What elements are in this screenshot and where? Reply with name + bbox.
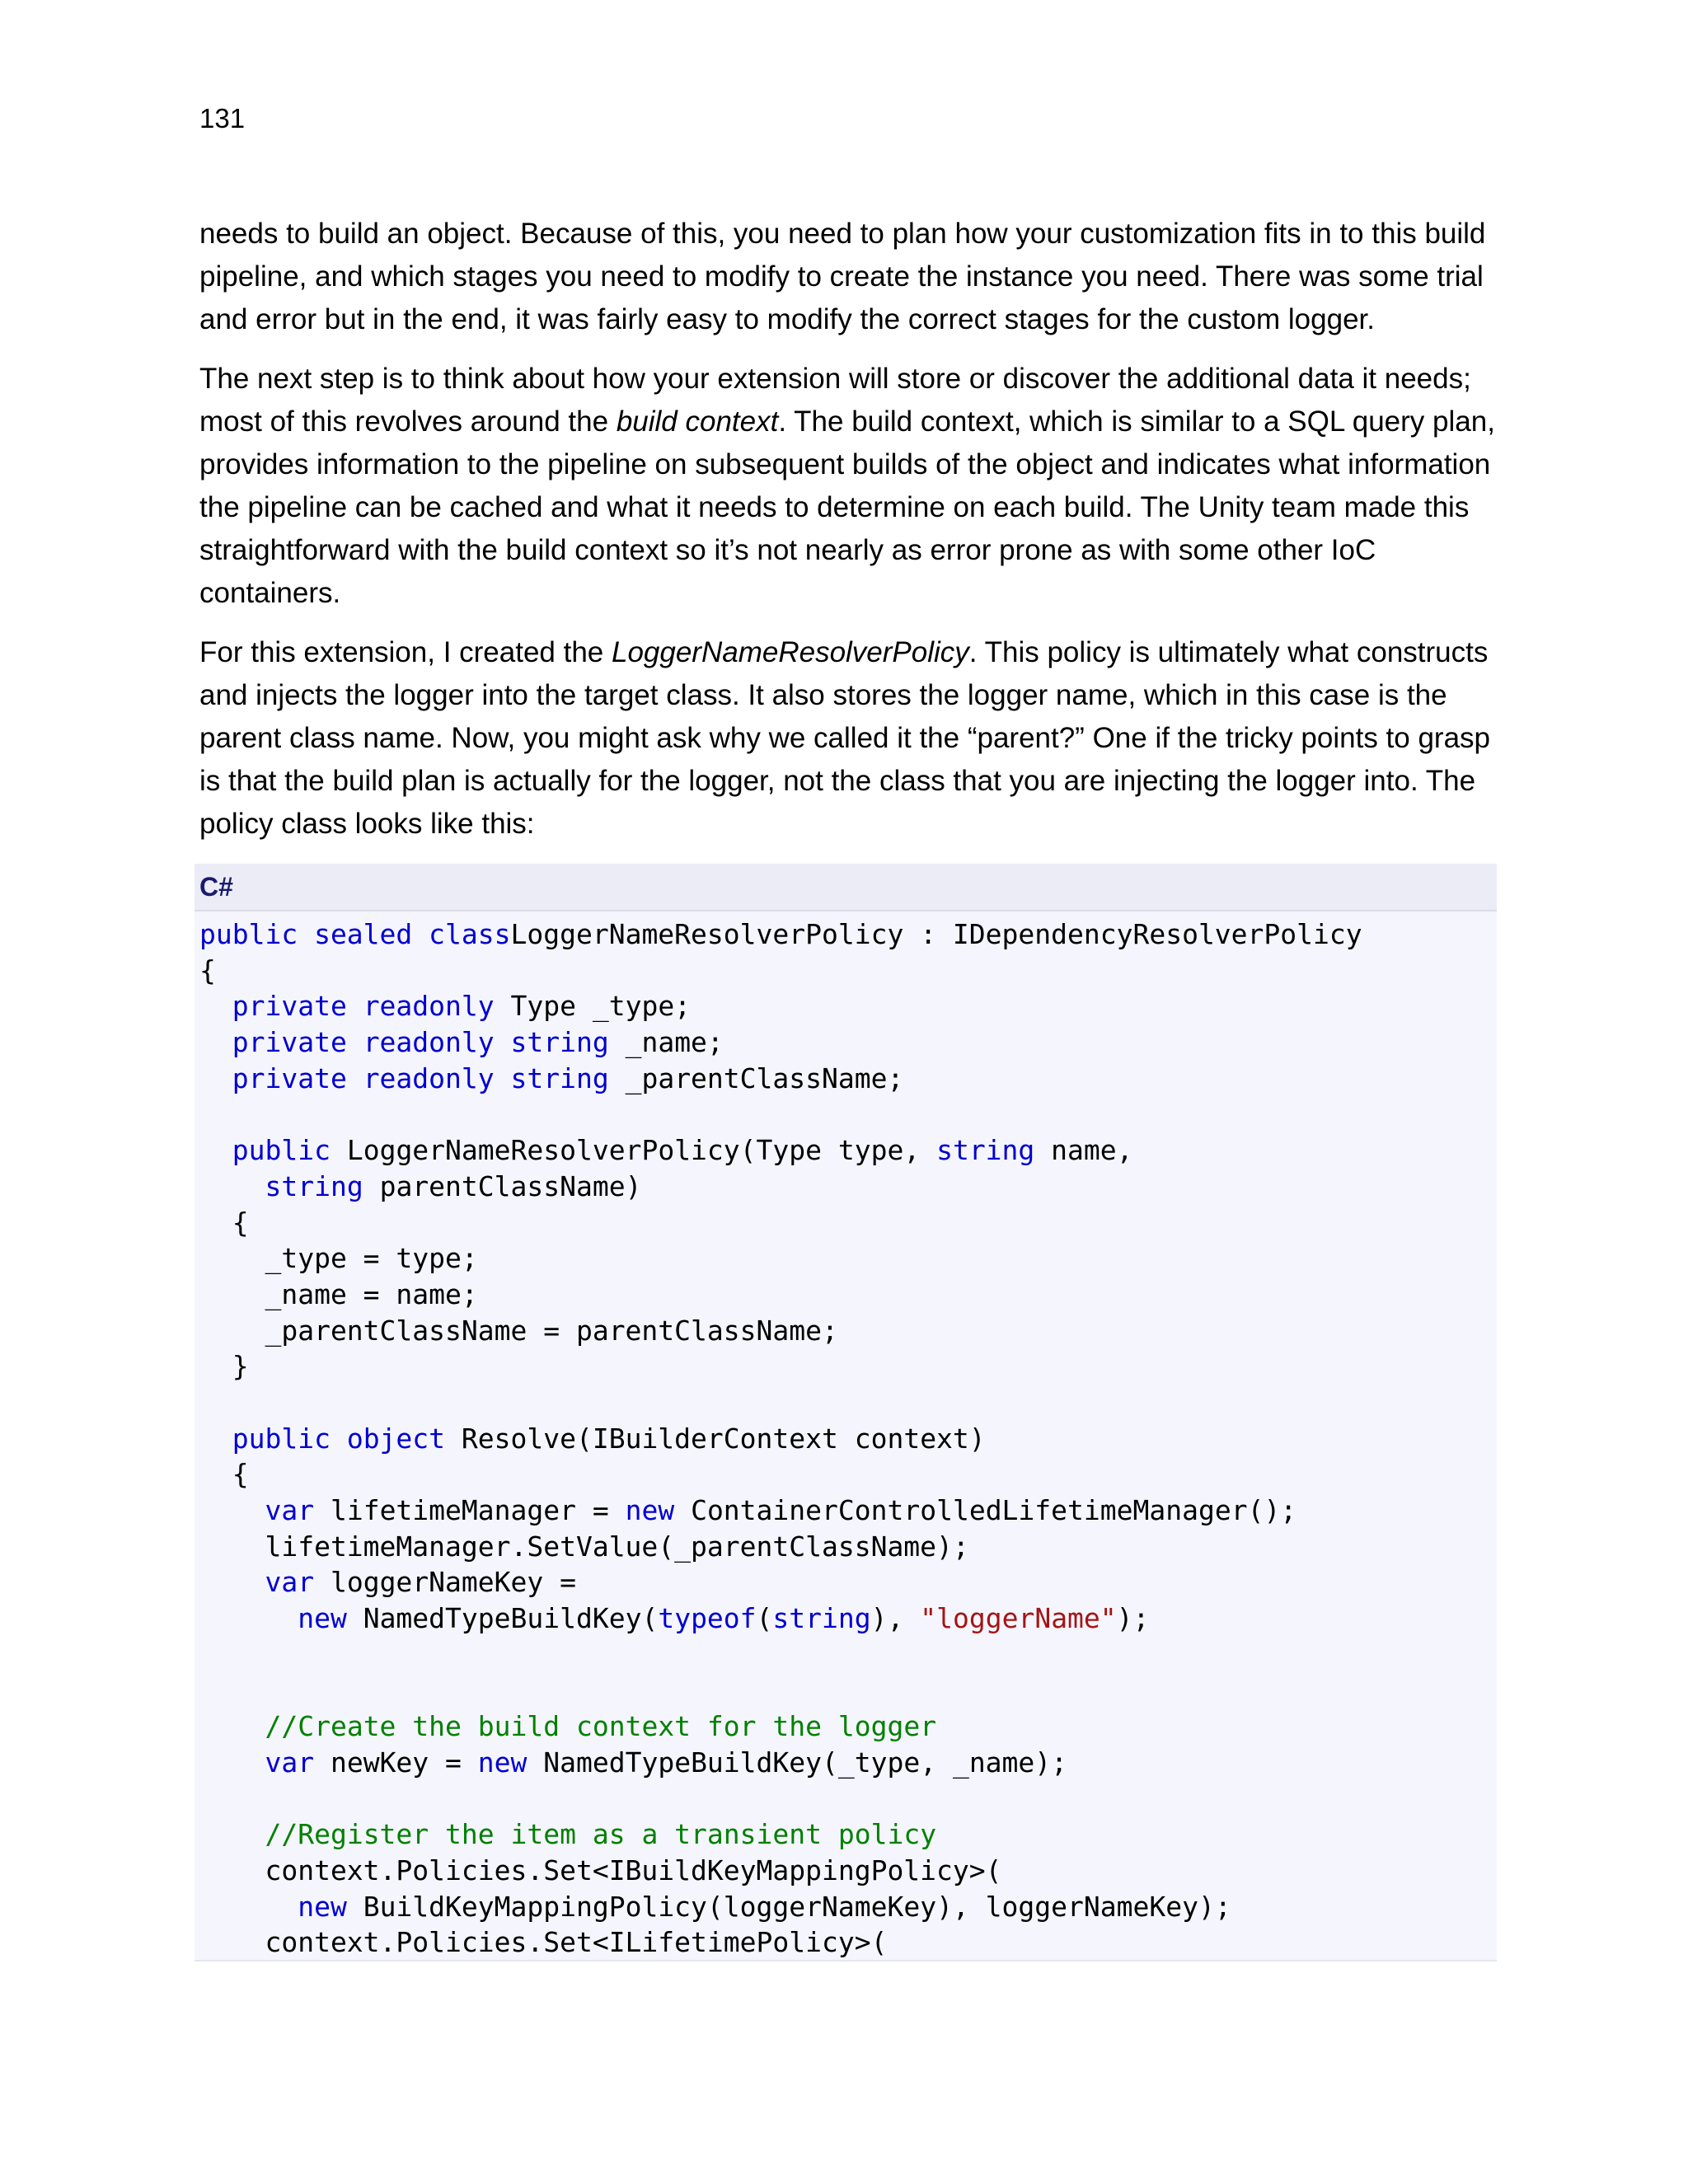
code-text: } [199,1350,249,1383]
code-text: context.Policies.Set<IBuildKeyMappingPolicy>( [199,1854,1002,1886]
code-keyword: private readonly [232,990,495,1023]
code-text [199,990,232,1022]
paragraph-text: . This policy is ultimately what constructs and injects the logger into the target class. It also stores the logger name, which in this case is the parent class name. Now, you might ask why we called it the “parent?” One if the tricky points to grasp is that the build plan is actually for the logger, not the class that you are injecting the logger into. The policy class looks like this: [199,636,1491,840]
code-text: ), [870,1602,921,1635]
code-keyword: string [936,1134,1035,1167]
code-keyword: public [232,1134,331,1167]
code-keyword: var [265,1746,315,1779]
code-line [199,1853,1497,1889]
code-text: LoggerNameResolverPolicy : IDependencyResolverPolicy [510,918,1362,950]
code-text: lifetimeManager.SetValue(_parentClassName); [199,1530,969,1563]
code-line [199,1240,1497,1277]
code-line [199,1637,1497,1673]
code-text [199,1602,298,1634]
code-keyword: string [265,1169,363,1202]
code-keyword: typeof [658,1602,757,1635]
code-language-label: C# [195,864,1497,912]
code-text: NamedTypeBuildKey(_type, _name); [527,1746,1068,1779]
code-text: Type _type; [494,990,692,1023]
code-text: { [199,1206,249,1239]
code-line [199,1745,1497,1781]
code-comment: //Create the build context for the logger [265,1710,937,1743]
code-line [199,1889,1497,1925]
code-line [199,1529,1497,1565]
code-text: ( [756,1602,773,1635]
code-text: loggerNameKey = [314,1566,576,1599]
code-string: "loggerName" [920,1602,1117,1635]
code-text [199,1494,265,1526]
italic-term: LoggerNameResolverPolicy [611,636,969,668]
code-text: _name; [608,1026,724,1059]
code-keyword: new [477,1746,528,1779]
code-text [199,1134,232,1166]
code-text: NamedTypeBuildKey( [346,1602,659,1635]
code-line [199,1205,1497,1241]
code-line [199,1672,1497,1708]
code-line [199,1348,1497,1385]
code-text: lifetimeManager = [314,1494,626,1526]
code-comment: //Register the item as a transient policy [265,1818,937,1851]
code-text: name, [1034,1134,1133,1167]
code-body [195,912,1497,1961]
code-line [199,1924,1497,1961]
code-text: { [199,954,216,987]
code-keyword: string [772,1602,871,1635]
code-text [199,1746,265,1779]
code-keyword: new [298,1602,347,1635]
code-text: parentClassName) [363,1169,642,1202]
code-line [199,1385,1497,1421]
code-text: _type = type; [199,1242,478,1275]
code-keyword: private readonly string [232,1062,609,1094]
paragraph-text: For this extension, I created the [199,636,612,668]
code-line [199,988,1497,1024]
code-keyword: private readonly string [232,1026,609,1059]
code-text [199,1026,232,1058]
paragraph [199,631,1502,846]
code-block [195,864,1497,1961]
code-line [199,1421,1497,1457]
code-text: { [199,1458,249,1491]
code-line [199,1781,1497,1817]
body-text [199,213,1502,862]
paragraph-text: The next step is to think about how your extension will store or discover the additional data it needs; most of this revolves around the [199,363,1471,438]
paragraph [199,213,1502,341]
code-line [199,1493,1497,1529]
code-text: _parentClassName = parentClassName; [199,1314,838,1347]
code-keyword: public object [232,1422,446,1455]
code-text [199,1710,265,1742]
code-text: newKey = [314,1746,478,1779]
code-keyword: var [265,1566,315,1599]
code-line [199,1708,1497,1745]
code-text [199,1891,298,1923]
page-number: 131 [199,103,246,134]
code-text [199,1566,265,1598]
code-text: context.Policies.Set<ILifetimePolicy>( [199,1926,888,1959]
code-text: _name = name; [199,1277,478,1310]
code-text: ); [1116,1602,1150,1635]
code-text: Resolve(IBuilderContext context) [445,1422,986,1455]
code-line [199,1564,1497,1601]
code-text: BuildKeyMappingPolicy(loggerNameKey), loggerNameKey); [346,1890,1231,1923]
code-keyword: new [298,1890,347,1923]
code-line [199,1277,1497,1313]
code-line [199,1816,1497,1853]
code-text [199,1422,232,1455]
code-line [199,1132,1497,1169]
code-keyword: public sealed class [199,918,511,950]
paragraph-text: needs to build an object. Because of this, you need to plan how your customization fits in to this build pipeline, and which stages you need to modify to create the instance you need. There was some trial and error but in the end, it was fairly easy to modify the correct stages for the custom logger. [199,218,1486,335]
code-line [199,1313,1497,1349]
code-line [199,1096,1497,1132]
code-text [199,1170,265,1202]
italic-term: build context [616,405,779,438]
code-line [199,1456,1497,1493]
paragraph-text: . The build context, which is similar to a SQL query plan, provides information to the pipeline on subsequent builds of the object and indicates what information the pipeline can be cached and what it needs to determine on each build. The Unity team made this straightforward with the build context so it’s not nearly as error prone as with some other IoC containers. [199,405,1495,609]
code-line [199,1061,1497,1097]
code-keyword: var [265,1494,315,1526]
code-line [199,1601,1497,1637]
code-text [199,1818,265,1850]
code-text: ContainerControlledLifetimeManager(); [674,1494,1297,1526]
code-line [199,953,1497,989]
code-text: _parentClassName; [608,1062,904,1094]
code-line [199,1169,1497,1205]
code-keyword: new [625,1494,675,1526]
code-text [199,1062,232,1094]
code-line [199,1024,1497,1061]
code-text: LoggerNameResolverPolicy(Type type, [330,1134,937,1167]
paragraph [199,358,1502,615]
code-line [199,916,1497,953]
